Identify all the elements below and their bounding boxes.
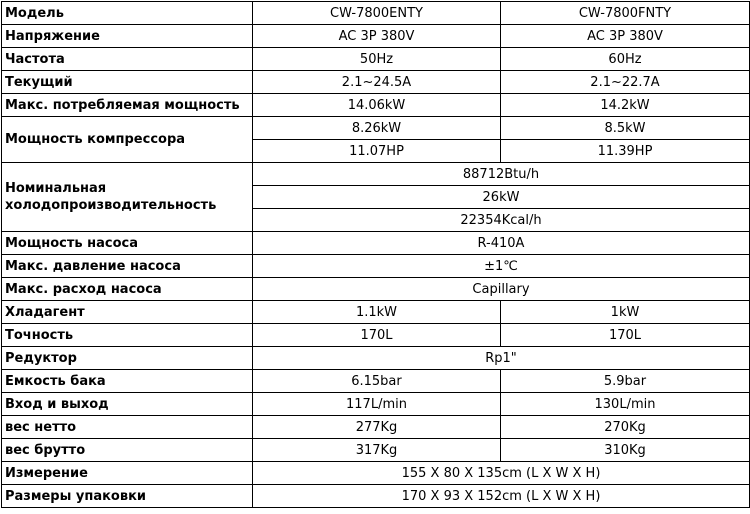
cell-value: 130L/min	[501, 393, 750, 416]
cell-value: Rp1"	[253, 347, 750, 370]
cell-value: 317Kg	[253, 439, 501, 462]
cell-value: AC 3P 380V	[501, 25, 750, 48]
table-row	[2, 416, 750, 439]
cell-value: 310Kg	[501, 439, 750, 462]
row-label: Макс. потребляемая мощность	[2, 94, 253, 117]
cell-value: 22354Kcal/h	[253, 209, 750, 232]
cell-value: 270Kg	[501, 416, 750, 439]
table-row	[2, 278, 750, 301]
cell-value: 50Hz	[253, 48, 501, 71]
cell-value: 170L	[253, 324, 501, 347]
row-label: Емкость бака	[2, 370, 253, 393]
table-row	[2, 232, 750, 255]
row-label: Модель	[2, 2, 253, 25]
cell-value: 11.39HP	[501, 140, 750, 163]
table-row	[2, 439, 750, 462]
row-label: Текущий	[2, 71, 253, 94]
cell-value: R-410A	[253, 232, 750, 255]
row-label: Частота	[2, 48, 253, 71]
row-label: Редуктор	[2, 347, 253, 370]
cell-value: 11.07HP	[253, 140, 501, 163]
cell-value: 14.06kW	[253, 94, 501, 117]
cell-value: CW-7800ENTY	[253, 2, 501, 25]
cell-value: 2.1~22.7A	[501, 71, 750, 94]
row-label: Номинальная холодопроизводительность	[2, 163, 253, 232]
row-label: вес брутто	[2, 439, 253, 462]
table-row	[2, 462, 750, 485]
cell-value: 8.5kW	[501, 117, 750, 140]
cell-value: 8.26kW	[253, 117, 501, 140]
cell-value: 1.1kW	[253, 301, 501, 324]
cell-value: 60Hz	[501, 48, 750, 71]
row-label: Напряжение	[2, 25, 253, 48]
cell-value: 170 X 93 X 152cm (L X W X H)	[253, 485, 750, 508]
table-row	[2, 117, 750, 140]
cell-value: ±1℃	[253, 255, 750, 278]
table-row	[2, 324, 750, 347]
table-row	[2, 485, 750, 508]
row-label: Мощность насоса	[2, 232, 253, 255]
table-row	[2, 301, 750, 324]
table-row	[2, 255, 750, 278]
cell-value: Capillary	[253, 278, 750, 301]
cell-value: 26kW	[253, 186, 750, 209]
cell-value: 88712Btu/h	[253, 163, 750, 186]
cell-value: AC 3P 380V	[253, 25, 501, 48]
row-label: Мощность компрессора	[2, 117, 253, 163]
table-row	[2, 347, 750, 370]
table-row	[2, 393, 750, 416]
table-row	[2, 370, 750, 393]
cell-value: 6.15bar	[253, 370, 501, 393]
table-row	[2, 71, 750, 94]
table-row	[2, 163, 750, 186]
cell-value: 277Kg	[253, 416, 501, 439]
cell-value: 2.1~24.5A	[253, 71, 501, 94]
table-row	[2, 94, 750, 117]
cell-value: 170L	[501, 324, 750, 347]
row-label: Хладагент	[2, 301, 253, 324]
row-label: Точность	[2, 324, 253, 347]
spec-table	[1, 1, 750, 508]
cell-value: 5.9bar	[501, 370, 750, 393]
cell-value: CW-7800FNTY	[501, 2, 750, 25]
row-label: вес нетто	[2, 416, 253, 439]
cell-value: 117L/min	[253, 393, 501, 416]
cell-value: 155 X 80 X 135cm (L X W X H)	[253, 462, 750, 485]
table-row	[2, 48, 750, 71]
row-label: Макс. расход насоса	[2, 278, 253, 301]
row-label: Вход и выход	[2, 393, 253, 416]
cell-value: 14.2kW	[501, 94, 750, 117]
cell-value: 1kW	[501, 301, 750, 324]
table-row	[2, 2, 750, 25]
row-label: Размеры упаковки	[2, 485, 253, 508]
table-row	[2, 25, 750, 48]
row-label: Измерение	[2, 462, 253, 485]
row-label: Макс. давление насоса	[2, 255, 253, 278]
